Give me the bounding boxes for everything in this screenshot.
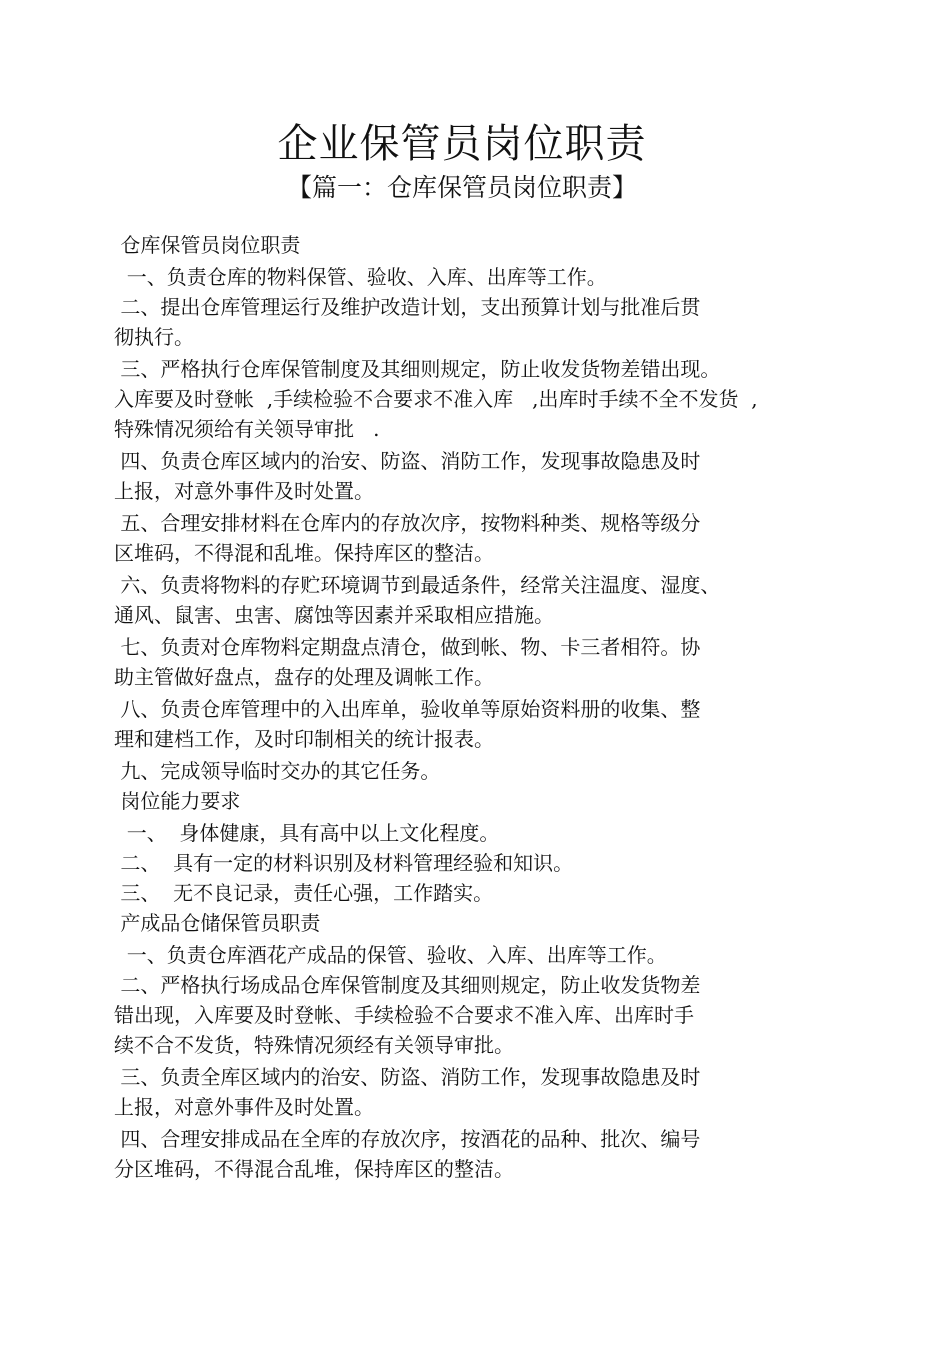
text-line: 三、负责全库区域内的治安、防盗、消防工作，发现事故隐患及时 [114,1065,701,1089]
text-line: 分区堆码，不得混合乱堆，保持库区的整洁。 [114,1157,514,1181]
text-line: 上报，对意外事件及时处置。 [114,1095,374,1119]
text-line: 八、负责仓库管理中的入出库单，验收单等原始资料册的收集、整 [114,697,701,721]
text-line: 助主管做好盘点，盘存的处理及调帐工作。 [114,665,494,689]
text-line: 区堆码，不得混和乱堆。保持库区的整洁。 [114,541,494,565]
text-line: 一、负责仓库的物料保管、验收、入库、出库等工作。 [114,265,607,289]
text-line: 四、负责仓库区域内的治安、防盗、消防工作，发现事故隐患及时 [114,449,701,473]
text-line: 五、合理安排材料在仓库内的存放次序，按物料种类、规格等级分 [114,511,701,535]
text-line: 特殊情况须给有关领导审批 . [114,417,380,441]
text-line: 仓库保管员岗位职责 [114,233,301,257]
text-line: 二、严格执行场成品仓库保管制度及其细则规定，防止收发货物差 [114,973,701,997]
text-line: 错出现，入库要及时登帐、手续检验不合要求不准入库、出库时手 [114,1003,694,1027]
document-subtitle: 【篇一：仓库保管员岗位职责】 [286,173,637,202]
document-title: 企业保管员岗位职责 [277,121,647,167]
text-line: 上报，对意外事件及时处置。 [114,479,374,503]
text-line: 彻执行。 [114,325,194,349]
text-line: 岗位能力要求 [114,789,241,813]
text-line: 一、 身体健康，具有高中以上文化程度。 [114,821,500,845]
text-line: 二、 具有一定的材料识别及材料管理经验和知识。 [114,851,574,875]
text-line: 三、严格执行仓库保管制度及其细则规定，防止收发货物差错出现。 [114,357,721,381]
text-line: 续不合不发货，特殊情况须经有关领导审批。 [114,1033,514,1057]
document-body [114,230,844,1184]
text-line: 七、负责对仓库物料定期盘点清仓，做到帐、物、卡三者相符。协 [114,635,701,659]
text-line: 九、完成领导临时交办的其它任务。 [114,759,441,783]
text-line: 六、负责将物料的存贮环境调节到最适条件，经常关注温度、湿度、 [114,573,721,597]
text-line: 入库要及时登帐 ,手续检验不合要求不准入库 ,出库时手续不全不发货 , [114,387,758,411]
text-line: 三、 无不良记录，责任心强，工作踏实。 [114,881,494,905]
text-line: 二、提出仓库管理运行及维护改造计划，支出预算计划与批准后贯 [114,295,701,319]
text-line: 理和建档工作，及时印制相关的统计报表。 [114,727,494,751]
text-line: 产成品仓储保管员职责 [114,911,321,935]
text-line: 通风、鼠害、虫害、腐蚀等因素并采取相应措施。 [114,603,554,627]
text-line: 一、负责仓库酒花产成品的保管、验收、入库、出库等工作。 [114,943,667,967]
text-line: 四、合理安排成品在全库的存放次序，按酒花的品种、批次、编号 [114,1127,701,1151]
